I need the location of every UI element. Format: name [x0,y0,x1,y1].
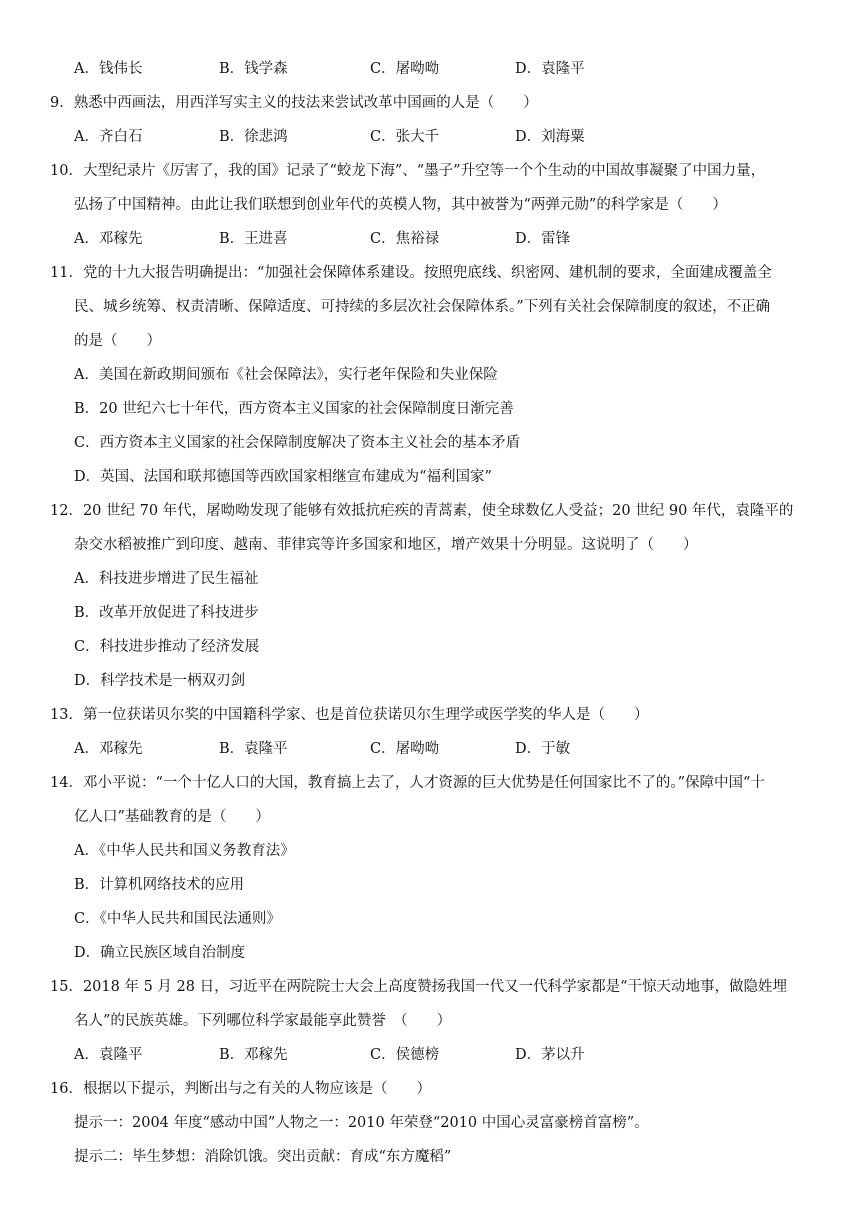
option-b[interactable]: B．袁隆平 [219,741,288,757]
question-10-options [74,222,714,256]
option-d[interactable]: D．袁隆平 [515,61,585,77]
question-9-options [74,120,714,154]
question-11-option-a[interactable]: A．美国在新政期间颁布《社会保障法》，实行老年保险和失业保险 [74,367,498,383]
question-16-hint-1: 提示一：2004 年度“感动中国”人物之一：2010 年荣登“2010 中国心灵富豪榜首富榜”。 [74,1115,649,1131]
option-c[interactable]: C．屠呦呦 [370,61,440,77]
question-12-option-c[interactable]: C．科技进步推动了经济发展 [74,639,260,655]
question-12-option-a[interactable]: A．科技进步增进了民生福祉 [74,571,259,587]
question-13-stem: 13．第一位获诺贝尔奖的中国籍科学家、也是首位获诺贝尔生理学或医学奖的华人是（ ） [50,707,649,723]
question-14-option-b[interactable]: B．计算机网络技术的应用 [74,877,245,893]
question-12-option-d[interactable]: D．科学技术是一柄双刃剑 [74,673,246,689]
question-11-stem-line3: 的是（ ） [74,333,161,349]
question-15-stem-line1: 15．2018 年 5 月 28 日，习近平在两院院士大会上高度赞扬我国一代又一代科学家都是“干惊天动地事，做隐姓埋 [50,979,787,995]
question-10-stem-line2: 弘扬了中国精神。由此让我们联想到创业年代的英模人物，其中被誉为“两弹元勋”的科学家是（ ） [74,197,727,213]
question-11-option-d[interactable]: D．英国、法国和联邦德国等西欧国家相继宣布建成为“福利国家” [74,469,492,485]
question-11-option-c[interactable]: C．西方资本主义国家的社会保障制度解决了资本主义社会的基本矛盾 [74,435,521,451]
question-12-stem-line1: 12．20 世纪 70 年代，屠呦呦发现了能够有效抵抗疟疾的青蒿素，使全球数亿人受益；20 世纪 90 年代，袁隆平的 [50,503,794,519]
question-14-option-c[interactable]: C．《中华人民共和国民法通则》 [74,911,281,927]
option-d[interactable]: D．刘海粟 [515,129,585,145]
question-12-option-b[interactable]: B．改革开放促进了科技进步 [74,605,259,621]
option-a[interactable]: A．袁隆平 [74,1047,143,1063]
question-14-option-a[interactable]: A．《中华人民共和国义务教育法》 [74,843,295,859]
question-16-stem: 16．根据以下提示，判断出与之有关的人物应该是（ ） [50,1081,431,1097]
question-11-option-b[interactable]: B．20 世纪六七十年代，西方资本主义国家的社会保障制度日渐完善 [74,401,514,417]
question-15-stem-line2: 名人”的民族英雄。下列哪位科学家最能享此赞誉 （ ） [74,1013,452,1029]
question-14-option-d[interactable]: D．确立民族区域自治制度 [74,945,246,961]
question-15-options [74,1038,714,1072]
option-b[interactable]: B．邓稼先 [219,1047,288,1063]
question-12-stem-line2: 杂交水稻被推广到印度、越南、菲律宾等许多国家和地区，增产效果十分明显。这说明了（ ） [74,537,698,553]
question-8-options [74,52,714,86]
option-a[interactable]: A．邓稼先 [74,741,143,757]
option-b[interactable]: B．徐悲鸿 [219,129,288,145]
option-c[interactable]: C．张大千 [370,129,440,145]
option-c[interactable]: C．侯德榜 [370,1047,440,1063]
option-d[interactable]: D．于敏 [515,741,571,757]
option-a[interactable]: A．邓稼先 [74,231,143,247]
question-10-stem-line1: 10．大型纪录片《厉害了，我的国》记录了“蛟龙下海”、“墨子”升空等一个个生动的中国故事凝聚了中国力量， [50,163,766,179]
question-14-stem-line1: 14．邓小平说：“一个十亿人口的大国，教育搞上去了，人才资源的巨大优势是任何国家比不了的。”保障中国“十 [50,775,765,791]
option-d[interactable]: D．雷锋 [515,231,571,247]
option-b[interactable]: B．王进喜 [219,231,288,247]
option-c[interactable]: C．焦裕禄 [370,231,440,247]
option-d[interactable]: D．茅以升 [515,1047,585,1063]
option-c[interactable]: C．屠呦呦 [370,741,440,757]
option-a[interactable]: A．钱伟长 [74,61,143,77]
question-9-stem: 9．熟悉中西画法，用西洋写实主义的技法来尝试改革中国画的人是（ ） [50,95,538,111]
question-14-stem-line2: 亿人口”基础教育的是（ ） [74,809,270,825]
option-b[interactable]: B．钱学森 [219,61,288,77]
question-16-hint-2: 提示二：毕生梦想：消除饥饿。突出贡献：育成“东方魔稻” [74,1149,452,1165]
question-13-options [74,732,714,766]
question-11-stem-line1: 11．党的十九大报告明确提出：“加强社会保障体系建设。按照兜底线、织密网、建机制的要求，全面建成覆盖全 [50,265,772,281]
question-11-stem-line2: 民、城乡统筹、权责清晰、保障适度、可持续的多层次社会保障体系。”下列有关社会保障制度的叙述，不正确 [74,299,771,315]
option-a[interactable]: A．齐白石 [74,129,143,145]
